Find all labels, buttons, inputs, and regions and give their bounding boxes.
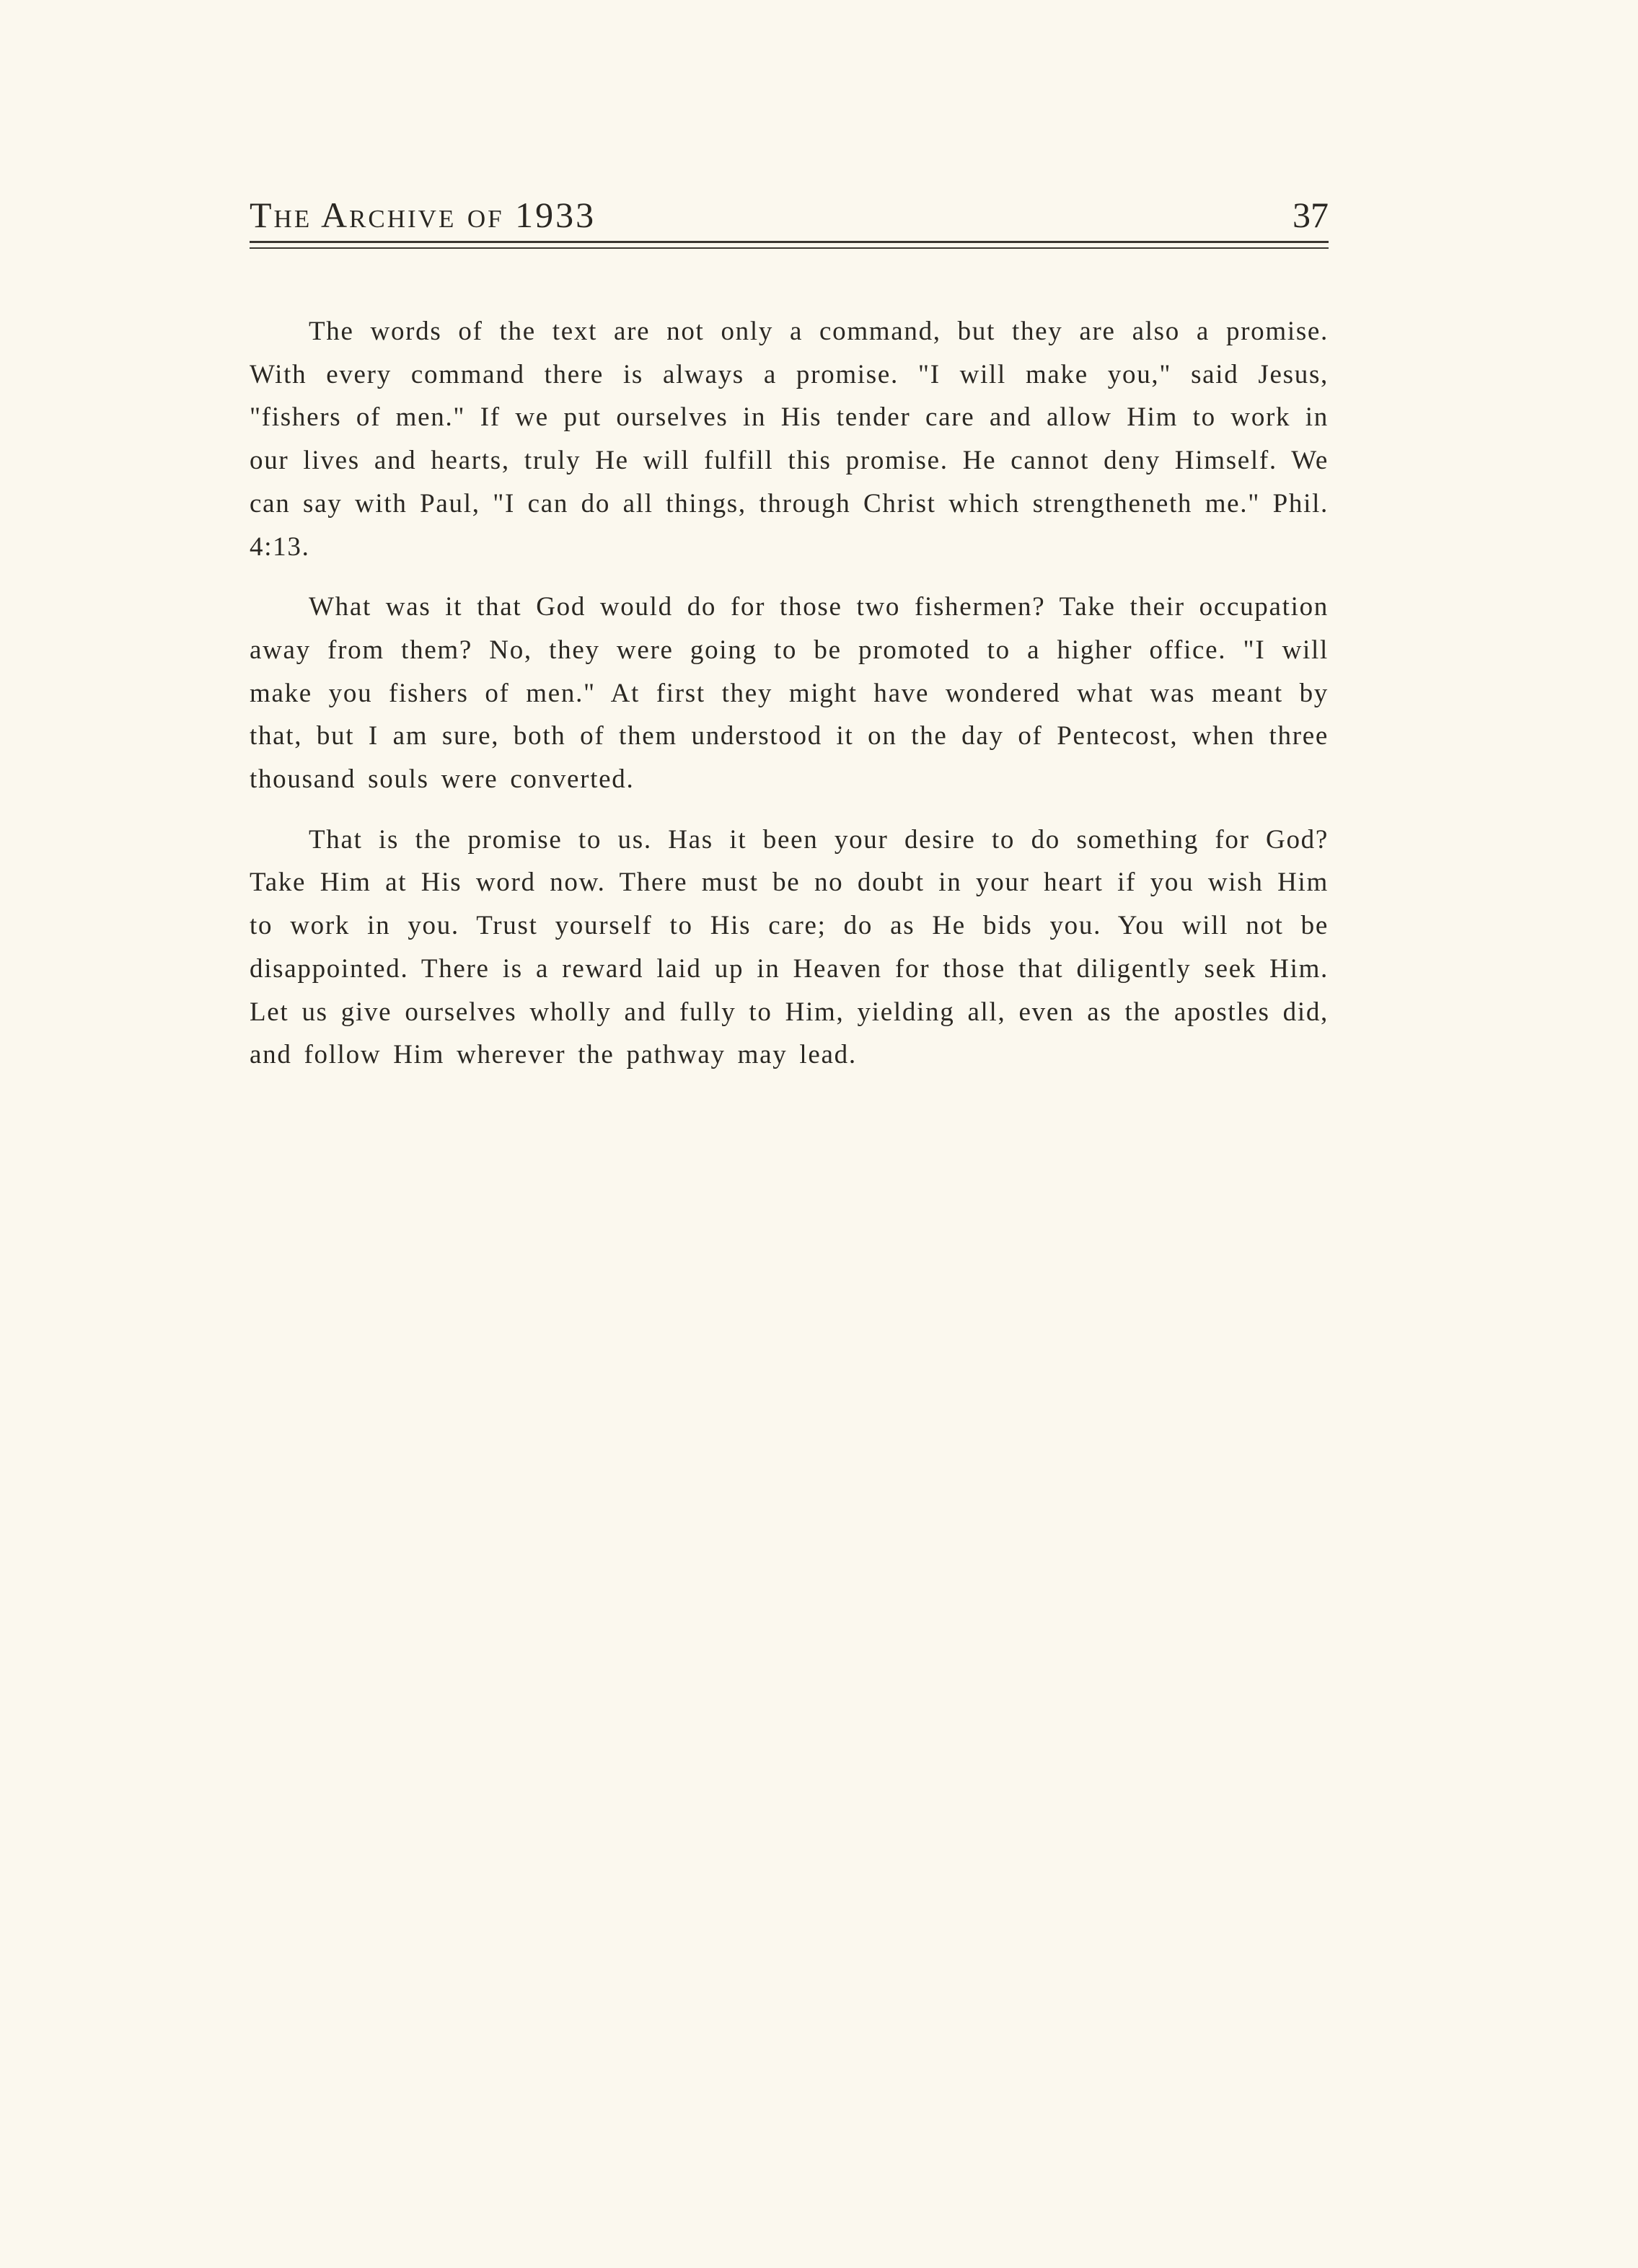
running-title: The Archive of 1933: [250, 195, 596, 235]
paragraph-1: The words of the text are not only a command, but they are also a promise. With every command there is always a promise. "I will make you," said Jesus, "fishers of men." If we put ourselves in His tender care and allow Him to work in our lives and hearts, truly He will fulfill this promise. He cannot deny Himself. We can say with Paul, "I can do all things, through Christ which strengtheneth me." Phil. 4:13.: [250, 317, 1329, 562]
running-header: [250, 192, 1329, 238]
body-text: [250, 310, 1329, 1094]
paragraph-3: That is the promise to us. Has it been your desire to do something for God? Take Him at His word now. There must be no doubt in your heart if you wish Him to work in you. Trust yourself to His care; do as He bids you. You will not be disappointed. There is a reward laid up in Heaven for those that diligently seek Him. Let us give ourselves wholly and fully to Him, yielding all, even as the apostles did, and follow Him wherever the pathway may lead.: [250, 824, 1329, 1070]
header-rule-top: [250, 241, 1329, 243]
header-rule-bottom: [250, 247, 1329, 249]
page-number: 37: [1293, 195, 1329, 235]
paragraph-2: What was it that God would do for those two fishermen? Take their occupation away from them? No, they were going to be promoted to a higher office. "I will make you fishers of men." At first they might have wondered what was meant by that, but I am sure, both of them understood it on the day of Pentecost, when three thousand souls were converted.: [250, 592, 1329, 795]
